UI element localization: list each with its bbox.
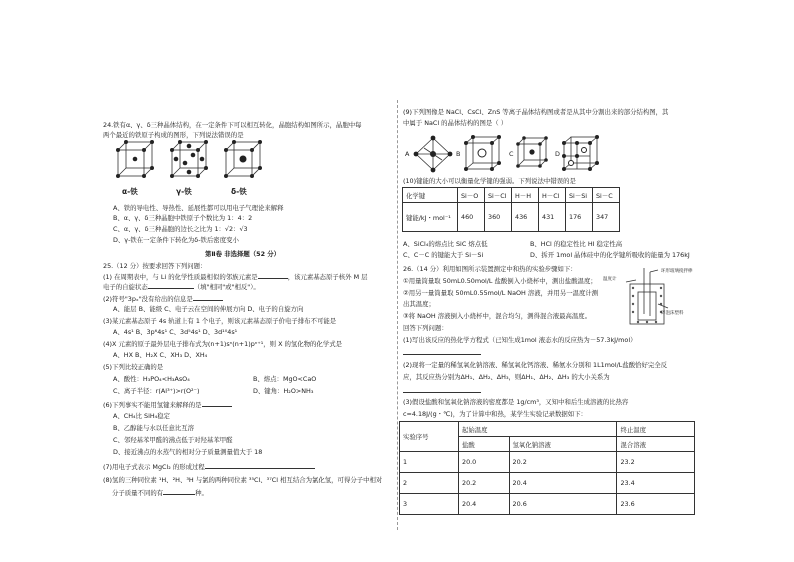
table-header-cell: 混合溶液 xyxy=(617,437,695,452)
q26-heading: 26.（14 分）利用如图所示装置测定中和热的实验步骤如下： xyxy=(403,265,577,273)
q10-stem: (10)键能的大小可以衡量化学键的强弱。下列说法中错误的是 xyxy=(403,177,576,185)
q10-option-d: D、拆开 1mol 晶体硅中的化学键所吸收的能量为 176kJ xyxy=(530,251,690,259)
q25-1-part-a: (1) 在周期表中，与 Li 的化学性质最相似的邻族元素是 xyxy=(103,273,258,281)
q9-figure-b xyxy=(466,137,500,171)
table-row xyxy=(400,452,695,473)
table-header-cell: Si－Si xyxy=(566,188,593,203)
table-cell: 23.6 xyxy=(617,494,695,515)
answer-blank[interactable] xyxy=(193,294,223,301)
q25-3-options: A、4s¹ B、3p⁶4s¹ C、3d⁵4s¹ D、3d¹⁰4s¹ xyxy=(113,328,238,336)
crystal-label-gamma: γ-铁 xyxy=(176,187,192,196)
alpha-iron-cell xyxy=(118,142,154,178)
q25-2-options: A、能层 B、能级 C、电子云在空间的伸展方向 D、电子的自旋方向 xyxy=(113,305,304,313)
apparatus-label-stirrer: 环形玻璃搅拌棒 xyxy=(661,269,693,274)
bond-energy-table xyxy=(402,187,620,232)
q26-2-answer xyxy=(403,386,481,395)
q9-option-c-label: C xyxy=(509,150,514,158)
answer-blank[interactable] xyxy=(163,488,195,495)
q26-ask: 回答下列问题： xyxy=(403,324,448,332)
table-cell: 23.4 xyxy=(617,473,695,494)
table-header-cell: 起始温度 xyxy=(459,422,617,437)
table-row xyxy=(400,422,695,437)
q26-step-1: ①用量筒量取 50mL0.50mol/L 盐酸倒入小烧杯中，测出盐酸温度； xyxy=(403,277,597,285)
table-header-cell: 实验序号 xyxy=(400,422,459,452)
table-cell: 20.2 xyxy=(509,452,617,473)
table-row xyxy=(400,494,695,515)
table-cell: 20.0 xyxy=(459,452,510,473)
q25-8-text: 分子质量不同的有 xyxy=(112,489,164,497)
table-cell: 176 xyxy=(566,203,593,232)
q25-8-line1: (8)氢的三种同位素 ¹H、²H、³H 与氯的两种同位素 ³⁵Cl、³⁷Cl 相互结合为氯化氢，可得分子中相对 xyxy=(103,476,383,484)
table-cell: 431 xyxy=(539,203,566,232)
q24-stem-line2: 两个最近的铁原子构成的图形，下列说法错误的是 xyxy=(103,131,244,139)
q25-2-text: (2)符号"3pₓ"没有给出的信息是 xyxy=(103,295,193,303)
answer-blank[interactable] xyxy=(403,348,481,355)
table-row-label: 键能/kJ・mol⁻¹ xyxy=(403,203,458,232)
section-title: 第Ⅱ卷 非选择题（52 分） xyxy=(205,250,281,258)
q26-1: (1)写出该反应的热化学方程式（已知生成1mol 液态水的反应热为－57.3kJ/mol） xyxy=(403,336,637,344)
table-cell: 1 xyxy=(400,452,459,473)
q9-option-a-label: A xyxy=(405,150,410,158)
q26-step-2-line1: ②用另一量筒量取 50mL0.55mol/L NaOH 溶液，并用另一温度计测 xyxy=(403,289,599,297)
table-header-cell: 终止温度 xyxy=(617,422,695,437)
table-cell: 23.2 xyxy=(617,452,695,473)
q24-stem-line1: 24.铁有α、γ、δ三种晶体结构，在一定条件下可以相互转化，晶胞结构如图所示，晶胞中每 xyxy=(103,121,362,129)
q24-option-c: C、α、γ、δ三种晶胞的边长之比为 1：√2：√3 xyxy=(113,225,248,233)
q25-6-text: (6)下列事实不能用氢键来解释的是 xyxy=(103,401,202,409)
table-cell: 2 xyxy=(400,473,459,494)
column-divider xyxy=(397,100,398,530)
q24-option-a: A、铁的导电性、导热性、延展性都可以用电子气理论来解释 xyxy=(113,204,284,212)
q25-4: (4)X 元素的原子最外层电子排布式为(n+1)sⁿ(n+1)pⁿ⁺¹，则 X 的氢化物的化学式是 xyxy=(103,340,342,348)
q25-6 xyxy=(103,400,232,409)
table-cell: 360 xyxy=(485,203,512,232)
q25-heading: 25.（12 分）按要求回答下列问题： xyxy=(103,262,207,270)
q10-option-b: B、HCl 的稳定性比 HI 稳定性高 xyxy=(530,240,623,248)
q25-1-part-d: （填"相同"或"相反"）。 xyxy=(193,283,260,291)
gamma-iron-cell xyxy=(172,142,208,178)
q9-figure-d xyxy=(564,137,598,171)
answer-blank[interactable] xyxy=(258,272,288,279)
q25-5-option-d: D、键角：H₂O>NH₃ xyxy=(253,387,314,395)
table-cell: 460 xyxy=(458,203,485,232)
q25-6-option-b: B、乙醇能与水以任意比互溶 xyxy=(113,424,195,432)
q25-5: (5)下列比较正确的是 xyxy=(103,363,164,371)
table-cell: 20.2 xyxy=(459,473,510,494)
q26-2-line1: (2)现将一定量的稀氢氧化钠溶液、稀氢氧化钙溶液、稀氨水分别和 1L1mol/L盐酸恰好完全反 xyxy=(403,361,668,369)
q25-3: (3)某元素基态原子 4s 轨道上有 1 个电子，则该元素基态原子价电子排布不可能是 xyxy=(103,317,337,325)
q25-1-line2 xyxy=(103,282,260,291)
q25-5-option-a: A、酸性：H₃PO₄<H₃AsO₄ xyxy=(113,375,190,383)
answer-blank[interactable] xyxy=(148,282,194,289)
table-header-cell: H－H xyxy=(512,188,539,203)
q26-3-line1: (3)假设盐酸和氢氧化钠溶液的密度都是 1g/cm³，又知中和后生成溶液的比热容 xyxy=(403,398,629,406)
q9-stem-line2: 中属于 NaCl 的晶体结构的图是（ ） xyxy=(403,119,508,127)
q24-option-d: D、γ-铁在一定条件下转化为δ-铁后密度变小 xyxy=(113,236,239,244)
table-header-cell: Si－C xyxy=(593,188,620,203)
delta-iron-cell xyxy=(226,142,262,178)
q10-option-a: A、SiCl₄的熔点比 SiC 熔点低 xyxy=(403,240,488,248)
q25-1-line1 xyxy=(103,272,368,281)
table-header-cell: 氢氧化钠溶液 xyxy=(509,437,617,452)
q9-figure-c xyxy=(518,138,548,168)
q25-7-text: (7)用电子式表示 MgCl₂ 的形成过程 xyxy=(103,463,205,471)
q9-stem-line1: (9)下列图像是 NaCl、CsCl、ZnS 等离子晶体结构图或者是从其中分割出来的部分结构图，其 xyxy=(403,108,669,116)
table-header-cell: 盐酸 xyxy=(459,437,510,452)
q25-1-part-c: 电子的自旋状态 xyxy=(103,283,148,291)
q9-option-b-label: B xyxy=(456,150,461,158)
table-header-cell: Si－O xyxy=(458,188,485,203)
table-row xyxy=(400,473,695,494)
q25-6-option-a: A、CH₄比 SiH₄稳定 xyxy=(113,412,170,420)
q9-option-d-label: D xyxy=(555,150,560,158)
table-cell: 20.4 xyxy=(459,494,510,515)
q25-1-part-b: ，该元素基态原子核外 M 层 xyxy=(287,273,368,281)
calorimeter-diagram xyxy=(618,268,688,328)
answer-blank[interactable] xyxy=(202,400,232,407)
q25-4-options: A、HX B、H₂X C、XH₃ D、XH₄ xyxy=(113,351,208,359)
table-cell: 3 xyxy=(400,494,459,515)
table-cell: 347 xyxy=(593,203,620,232)
q26-step-2-line2: 出其温度； xyxy=(403,300,435,308)
q25-5-option-b: B、熔点：MgO<CaO xyxy=(253,375,317,383)
crystal-label-delta: δ-铁 xyxy=(231,187,247,196)
q25-8-unit: 种。 xyxy=(195,489,208,497)
table-cell: 20.4 xyxy=(509,473,617,494)
answer-blank[interactable] xyxy=(403,386,481,393)
q25-6-option-c: C、邻羟基苯甲醛的沸点低于对羟基苯甲醛 xyxy=(113,436,233,444)
q26-2-line2: 应，其反应热分别为ΔH₁、ΔH₂、ΔH₃，则ΔH₁、ΔH₂、ΔH₃ 的大小关系为 xyxy=(403,373,610,381)
q25-5-option-c: C、离子半径：r(Al³⁺)>r(O²⁻) xyxy=(113,387,200,395)
table-cell: 20.6 xyxy=(509,494,617,515)
experiment-data-table xyxy=(399,421,695,515)
crystal-label-alpha: α-铁 xyxy=(122,187,138,196)
q25-2 xyxy=(103,294,223,303)
table-header-cell: 化学键 xyxy=(403,188,458,203)
q26-1-answer xyxy=(403,348,481,357)
q9-figure-a xyxy=(416,138,450,170)
table-header-cell: H－Cl xyxy=(539,188,566,203)
table-row xyxy=(403,188,620,203)
table-row xyxy=(403,203,620,232)
answer-blank[interactable] xyxy=(205,462,315,469)
q10-option-c: C、C－C 的键能大于 Si－Si xyxy=(403,251,484,259)
q25-8-line2 xyxy=(112,488,208,497)
table-cell: 436 xyxy=(512,203,539,232)
apparatus-label-foam: 碎泡沫塑料 xyxy=(661,311,684,316)
q25-6-option-d: D、接近沸点的水蒸气的相对分子质量测量值大于 18 xyxy=(113,448,263,456)
q24-option-b: B、α、γ、δ三种晶胞中铁原子个数比为 1：4：2 xyxy=(113,214,253,222)
q26-3-line2: c=4.18J/(g・℃)，为了计算中和热，某学生实验记录数据如下： xyxy=(403,410,587,418)
q26-step-3: ③将 NaOH 溶液倒入小烧杯中，混合均匀，测得混合液最高温度。 xyxy=(403,312,592,320)
apparatus-label-thermometer: 温度计 xyxy=(603,277,617,282)
table-header-cell: Si－Cl xyxy=(485,188,512,203)
q25-7 xyxy=(103,462,315,471)
